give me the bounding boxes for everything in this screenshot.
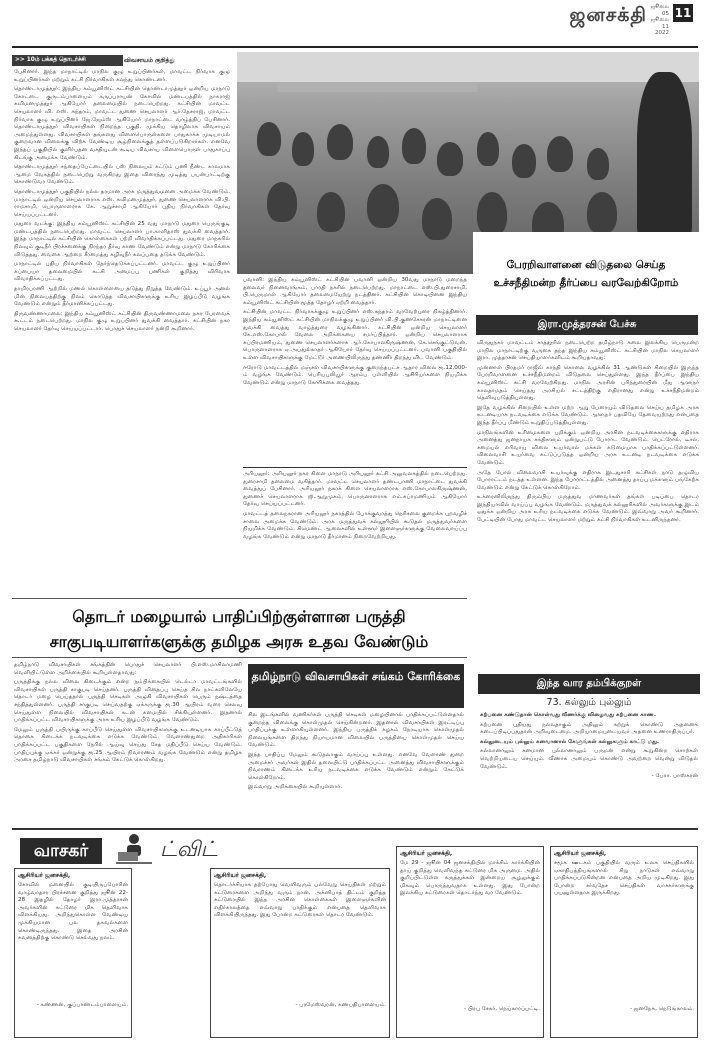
letter-salutation: ஆசிரியர் ஜனசக்தி, — [554, 850, 607, 857]
story4-paragraph: இவ்வாறு அறிக்கையில் கூறியுள்ளார். — [248, 784, 343, 791]
story1-paragraph: தாமிரபரணி ஆற்றில் மணல் கொள்ளையை தடுத்து நிறுத்த வேண்டும். உப்பூர் அனல் மின் நிலையத்திற்கு நிலம் கொடுத்த விவசாயிகளுக்கு உரிய இழப்பீடு வழங்க வேண்டும் என்றும் தீர்மானிக்கப்பட்டது. — [14, 286, 230, 308]
perarivalan-paragraph: இதே வழக்கில் சிறையில் உள்ள மற்ற ஆறு பேரையும் விடுதலை செய்ய தமிழக அரசு உடனடியாக நடவடிக்கை எடுக்க வேண்டும். ஆளுநர் பதவியே தேவையற்றது என்பதை இந்த தீர்ப்பு மீண்டும் உறுதிப்படுத்தியுள்ளது. — [477, 404, 699, 426]
story3-paragraph: மேலும் பருத்தி பயிருக்கு காப்பீடு செய்துள்ள விவசாயிகளுக்கு உடனடியாக காப்பீட்டுத் தொகை கிடைக்க நடவடிக்கை எடுக்க வேண்டும். வேளாண்துறை அதிகாரிகள் பாதிக்கப்பட்ட பகுதிகளை நேரில் ஆய்வு செய்து சேத மதிப்பீடு செய்ய வேண்டும். பாதிப்புக்கு ஏக்கர் ஒன்றுக்கு ரூ.25 ஆயிரம் நிவாரணம் வழங்க வேண்டும் என்று தமிழக அரசை தமிழ்நாடு விவசாயிகள் சங்கம் கேட்டுக் கொள்கிறது. — [14, 726, 242, 764]
speaker-banner: இரா.முத்தரசன் பேச்சு — [476, 315, 698, 335]
letter-body: சமூக ஊடகம் பகுதியில் வரும் உலக செய்திகளில் ஏகாதிபத்தியங்களால் சிறு நாடுகள் எவ்வாறு பாதிக்கப்படுகின்றன என்பதை அறிய முடிகிறது. இது போன்ற சர்வதேச செய்திகள் வாசகர்களுக்கு பயனுள்ளதாக இருக்கிறது. — [554, 860, 694, 897]
story-mid2-paragraph: மாவட்டத் தலைநகரான அரியலூர் நகரத்தில் போக்குவரத்து நெரிசலை குறைக்க புறவழிச் சாலை அமைக்க வேண்டும். அரசு மருத்துவக் கல்லூரியில் கூடுதல் மருத்துவர்களை நியமிக்க வேண்டும். சிமெண்ட் ஆலைகளில் உள்ளூர் இளைஞர்களுக்கு வேலைவாய்ப்பு வழங்க வேண்டும் என்று மாநாடு தீர்மானம் நிறைவேற்றியது. — [243, 510, 467, 540]
story1-paragraph: மாநாட்டில் புதிய நிர்வாகிகள் தேர்ந்தெடுக்கப்பட்டனர். மாவட்ட குழு உறுப்பினர் சுப்பையா தலைமையில் கட்சி அமைப்பு பணிகள் குறித்து விரிவாக விவாதிக்கப்பட்டது. — [14, 261, 230, 283]
continuation-title: விவசாயம் குறித்து — [124, 57, 175, 64]
reader-icon — [112, 832, 156, 866]
letter-box — [210, 868, 390, 1038]
kural-explanation: கல்லானாலும் கனமான புல்லானாலும் பருமன் என்று கூறுகின்ற சொற்கள் வெற்றியடைய செய்யும். வீணாக அமையும் கொண்டு அவற்றை வென்று விடுதல் வேண்டும். — [480, 748, 698, 770]
story4-paragraph: சில இடங்களில் வணிகர்கள் பருத்தி செடிகள் மழையினால் பாதிக்கப்பட்டுள்ளதால் குறைந்த விலைக்கு கொள்முதல் செய்கின்றனர். இதனால் விவசாயிகள் இரட்டிப்பு பாதிப்புக்கு உள்ளாகியுள்ளனர். இந்திய பருத்திக் கழகம் நேரடியாக கொள்முதல் நிலையங்களை திறந்து நியாயமான விலையில் பருத்தியை கொள்முதல் செய்ய வேண்டும். — [248, 712, 464, 749]
vasagar-divider — [12, 828, 698, 830]
letter-salutation: ஆசிரியர் ஜனசக்தி, — [214, 872, 267, 879]
headline-top-rule — [12, 598, 467, 599]
tweet-label: ட்விட் — [160, 837, 218, 861]
story1-paragraph: பேசினார். இந்த மாநாட்டில் மாநில குழு உறுப்பினர்கள், மாவட்ட நிர்வாக குழு உறுப்பினர்கள் மற்றும் கட்சி நிர்வாகிகள் கலந்து கொண்டனர். — [14, 69, 230, 83]
story1-column — [14, 69, 230, 589]
perarivalan-paragraph: மாநிலங்களின் உரிமைகளை பறிக்கும் ஒன்றிய அரசின் நடவடிக்கைகளுக்கு எதிராக அனைத்து ஜனநாயக சக்திகளும் ஒன்றுபட்டு போராட வேண்டும். பெட்ரோல், டீசல், சமையல் எரிவாயு விலை உயர்வால் மக்கள் கடுமையாக பாதிக்கப்பட்டுள்ளனர். விலைவாசி உயர்வை கட்டுப்படுத்த ஒன்றிய அரசு உடனடி நடவடிக்கை எடுக்க வேண்டும். — [477, 429, 699, 466]
story3-column — [14, 662, 242, 822]
story1-paragraph: திருவண்ணாமலை: இந்திய கம்யூனிஸ்ட் கட்சியின் திருவண்ணாமலை நகர பேரவைக் கூட்டம் நடைபெற்றது. மாநில குழு உறுப்பினர் துவக்கி வைத்தார். கட்சியின் நகர செயலாளர் தேர்வு செய்யப்பட்டார். பொதுச் செயலாளர் நன்றி கூறினார். — [14, 310, 230, 332]
letter-body: கோவில் மனையில் குடியிருப்போரின் வாழ்வாதார பிரச்சனை குறித்து ஜூன் 22-28 இதழில் தோழர் இரா.முத்தரசன் அவர்களின் கட்டுரை மிக தெளிவாக விளக்கியது. அறிந்துகொள்ள வேண்டிய முக்கியமான பல தகவல்களை கொண்டிருந்தது. இதை அரசின் கவனத்திற்கு கொண்டு செல்வது நலம். — [18, 882, 128, 942]
letter-box — [550, 846, 698, 1038]
letter-signature: - பரமேஸ்வரன், கணபதிபாளையம். — [295, 1002, 386, 1008]
letter-salutation: ஆசிரியர் ஜனசக்தி, — [400, 850, 453, 857]
newspaper-brand: ஜனசக்தி — [569, 4, 647, 26]
perarivalan-paragraph: முன்னாள் பிரதமர் ராஜீவ் காந்தி கொலை வழக்கில் 31 ஆண்டுகள் சிறையில் இருந்த பேரறிவாளனை உச்சநீதிமன்றம் விடுதலை செய்துள்ளது. இந்த தீர்ப்பை இந்திய கம்யூனிஸ்ட் கட்சி வரவேற்கிறது. மாநில அரசின் பரிந்துரையின் மீது ஆளுநர் காலதாமதம் செய்தது அரசியல் சட்டத்திற்கு எதிரானது என்று உச்சநீதிமன்றம் தெளிவுபடுத்தியுள்ளது. — [477, 364, 699, 402]
kural-title: 73. கல்லும் புல்லும் — [546, 697, 632, 708]
perarivalan-paragraph: அதே போல் விலைவாசி உயர்வுக்கு எதிராக இடதுசாரி கட்சிகள் நாடு தழுவிய போராட்டம் நடத்த உள்ளன. இந்த போராட்டத்தில் அனைத்து தரப்பு மக்களும் பங்கேற்க வேண்டும் என்று கேட்டுக் கொள்கிறோம். — [477, 469, 699, 491]
story-mid-paragraph: ஈரோடு மாவட்டத்தில் மஞ்சள் விவசாயிகளுக்கு குறைந்தபட்ச ஆதார விலை ரூ.12,000-ம் வழங்க வேண்டும். பெரியபுலியூர் ஆரம்ப பள்ளியில் ஆசிரியர்களை நியமிக்க வேண்டும் என்று மாநாடு கோரிக்கை வைத்தது. — [243, 364, 467, 386]
story3-paragraph: தமிழ்நாடு விவசாயிகள் சங்கத்தின் பொதுச் செயலாளர் பி.எஸ்.மாசிலாமணி வெளியிட்டுள்ள அறிக்கையில் கூறியுள்ளதாவது: — [14, 662, 242, 676]
continuation-banner: >> 10ம் பக்கத் தொடர்ச்சி — [12, 55, 123, 66]
vasagar-label: வாசகர் — [20, 838, 102, 864]
letter-body: மே 29 - ஜூன் 04 ஜனசக்தியில் மாக்சிம் கார்க்கியின் தாய் குறித்து வெளிவந்த கட்டுரை மிக அருமை. அதில் குறிப்பிட்டுள்ள கருத்துக்கள் இன்றைய சூழலுக்கும் மிகவும் பொருந்துவதாக உள்ளது. இது போன்ற இலக்கிய கட்டுரைகள் தொடர்ந்து வர வேண்டும். — [400, 860, 540, 897]
thambi-kural-header: இந்த வார தம்பிக்குறள் — [478, 674, 700, 694]
letter-salutation: ஆசிரியர் ஜனசக்தி, — [18, 872, 71, 879]
subhead-box: தமிழ்நாடு விவசாயிகள் சங்கம் கோரிக்கை — [248, 664, 464, 708]
kural-author: - பேரா. பாஸ்கரன் — [651, 773, 698, 780]
kural-explanation: கற்பனை புதியது நல்லதாகும் அதிலும் கற்றுக் கொண்டு அதனைக் கடைப்பிடிப்பதுதான் அறிவுடைமை. அறியாமையுடையவர் அதனை உணராதிருப்பர். — [480, 721, 698, 736]
perarivalan-paragraph: விருதுநகர் மாவட்டம் சாத்தூரில் நடைபெற்ற தமிழ்நாடு கலை இலக்கிய பெருமன்ற மாநில மாநாட்டிற்கு வருகை தந்த இந்திய கம்யூனிஸ்ட் கட்சியின் மாநில செயலாளர் இரா. முத்தரசன் செய்தியாளர்களிடம் கூறியதாவது: — [477, 340, 699, 362]
headline-bottom-rule — [12, 657, 467, 658]
main-headline: தொடர் மழையால் பாதிப்பிற்குள்ளான பருத்தி சாகுபடியாளர்களுக்கு தமிழக அரசு உதவ வேண்டும் — [49, 607, 429, 651]
story1-paragraph: தொண்டாமுத்தூர் சந்தைப்பேட்டையில் பஸ் நிலையம் கட்டும் பணி நீண்ட காலமாக ஆமை வேகத்தில் நடைபெற்று வருகிறது இதை விரைந்து முடித்து பயன்பாட்டிற்கு கொண்டுவர வேண்டும். — [14, 164, 230, 186]
kural-verse: கற்பனை கண்டுதான் கொள்வது வீணர்க்கு விழைவது கற்பனை காண. — [480, 712, 657, 718]
story-mid-paragraph: பவானி: இந்திய கம்யூனிஸ்ட் கட்சியின் பவானி ஒன்றிய 30வது மாநாடு மறைந்த தலைவர் நினைவரங்கம், பாரதி நகரில் நடைபெற்றது. மாநாட்டை எஸ்.பி.துரைசாமி, பி.பெருமாள் ஆகியோர் தலைமையேற்று நடத்தினர். கட்சியின் கொடியினை இந்திய கம்யூனிஸ்ட் கட்சியின் மூத்த தோழர் ஏற்றி வைத்தார். — [243, 277, 467, 306]
letter-box — [14, 868, 132, 1038]
story-mid-paragraph: கட்சியின் மாவட்ட நிர்வாகக்குழு உறுப்பினர் எஸ்.சுந்தரம் வரவேற்புரை நிகழ்த்தினார். இந்திய கம்யூனிஸ்ட் கட்சியின் மாநிலக்குழு உறுப்பினர் வி.பி.குணசேகரன் மாநாட்டினை துவக்கி வைத்து வாழ்த்துரை வழங்கினார். கட்சியின் ஒன்றிய செயலாளர் கே.எஸ்.கோபால் வேலை அறிக்கையை சமர்ப்பித்தார். ஒன்றிய செயலாளராக சுப்பிரமணியம், துணை செயலாளர்களாக ஆர்.கோபாலகிருஷ்ணன், கே.செங்குட்டுவன், பொருளாளராக ஏ.அப்துல்காதர் ஆகியோர் தேர்வு செய்யப்பட்டனர். பவானி பகுதியில் உள்ள விவசாயிகளுக்கு மேட்டூர் அணையிலிருந்து தண்ணீர் திறந்து விட வேண்டும். — [243, 309, 467, 361]
issue-date: ஜூலை 05 ஜூலை 11 2022 — [650, 4, 669, 36]
mid-divider — [243, 467, 467, 468]
reader-illustration — [112, 832, 156, 866]
story1-paragraph: மதுரை வடக்கு: இந்திய கம்யூனிஸ்ட் கட்சியின் 25 வது மாநாடு மதுரை பெருங்குடி மண்டபத்தில் நடைபெற்றது. மாவட்ட செயலாளர் பா.காளிதாஸ் துவக்கி வைத்தார். இந்த மாநாட்டில் கட்சியின் கொள்கைகள் பற்றி விவாதிக்கப்பட்டது. மதுரை மாநகரில் நிலவும் குடிநீர் பிரச்சனைக்கு நிரந்தர தீர்வு காண வேண்டும் என்று மாநாடு கோரிக்கை விடுத்தது. வைகை ஆற்றை சீரமைத்து கழிவுநீர் கலப்பதை தடுக்க வேண்டும். — [14, 221, 230, 258]
story-mid2-paragraph: அரியலூர்: அரியலூர் நகர கிளை மாநாடு அரியலூர் கட்சி அலுவலகத்தில் நடைபெற்றது. துரைசாமி தலைமை வகித்தார். மாவட்ட செயலாளர் தண்டபாணி மாநாட்டை துவக்கி வைத்துப் பேசினார். அரியலூர் நகரக் கிளை செயலாளராக எஸ்.கோபாலகிருஷ்ணன், துணைச் செயலாளராக ஜி.ஆறுமுகம், பொருளாளராக எம்.சுப்ரமணியம் ஆகியோர் தேர்வு செய்யப்பட்டனர். — [243, 471, 467, 508]
story-mid-column — [243, 277, 467, 465]
story4-paragraph: இந்த பாதிப்பு மேலும் கூடுதலாகும் வாய்ப்பு உள்ளது. எனவே வேளாண் துறை அமைச்சர் அவர்கள் இதில் தலையிட்டு பாதிக்கப்பட்ட அனைத்து விவசாயிகளுக்கும் நிவாரணம் கிடைக்க உரிய நடவடிக்கை எடுக்க வேண்டும் என்றும் கேட்டுக் கொள்கிறோம். — [248, 751, 464, 781]
story1-paragraph: தொண்டாமுத்தூர் பகுதியில் நல்ல தரமான அரசு மருத்துவமனை அமைக்க வேண்டும். மாநாட்டில் ஒன்றிய செயலாளராக எஸ். கவிமனமுத்தூர், துணை செயலாளராக வி.பி. ராமசாமி, பொருளாளராக கே. ஆறுச்சாமி ஆகியோர் புதிய நிர்வாகிகள் தேர்வு செய்யப்பட்டனர். — [14, 188, 230, 218]
story3-paragraph: பருத்திக்கு நல்ல விலை கிடைக்கும் என்ற நம்பிக்கையில் டெல்டா மாவட்டங்களில் விவசாயிகள் பருத்தி சாகுபடி செய்தனர். பருத்தி விதைப்பு செய்த சில நாட்களிலேயே தொடர் மழை பெய்ததால் பருத்தி செடிகள் அழுகி விவசாயிகள் பெரும் நஷ்டத்தை சந்தித்துள்ளனர். பருத்தி சாகுபடி செய்வதற்கு ஏக்கருக்கு ரூ.30 ஆயிரம் வரை செலவு செய்துள்ள நிலையில் விவசாயிகள் கடன் சுமையில் சிக்கியுள்ளனர். இதனால் பாதிக்கப்பட்ட விவசாயிகளுக்கு அரசு உரிய இழப்பீடு வழங்க வேண்டும். — [14, 679, 242, 724]
letter-box — [396, 846, 544, 1038]
story4-column — [248, 712, 464, 824]
letter-body: தொடர்ச்சியாக தற்போது வெளிவரும் பல்வேறு செய்திகள் மற்றும் கட்டுரைகளை அறிந்து வரும் நான், அக்னிபாத் திட்டம் குறித்த கட்டுரையில் இந்த அரசின் கொள்கைகள் இளைஞர்களின் எதிர்காலத்தை எவ்வாறு பாதிக்கும் என்பதை தெளிவாக விளக்கியிருந்தது. இது போன்ற கட்டுரைகள் தொடர வேண்டும். — [214, 882, 386, 919]
page-number: 11 — [674, 6, 692, 20]
perarivalan-headline: பேரறிவாளனை விடுதலை செய்த உச்சநீதிமன்ற தீர்ப்பை வரவேற்கிறோம் — [493, 259, 679, 289]
letter-signature: - ஜனநேசு, நெடுங்காலம். — [630, 1006, 694, 1012]
perarivalan-body — [477, 340, 699, 592]
header-divider — [12, 46, 698, 48]
kural-body — [480, 712, 698, 824]
letter-signature: - பிரபு சேகர், நெய்காரப்பட்டி. — [464, 1006, 540, 1012]
kural-verse: கல்லுடையும் புல்லும் கனவானால் கேளுங்கள் கல்லுகளும் காட்டு மது. — [480, 738, 660, 745]
story1-paragraph: தொண்டாமுத்தூர்: இந்திய கம்யூனிஸ்ட் கட்சியின் தொண்டாமுத்தூர் ஒன்றிய மாநாடு கோட்டை குருடம்பாளையம் கருப்பராயன் கோவில் மண்டபத்தில் நாகராஜ் கவிமனமுத்தூர் ஆகியோர் தலைமையில் நடைபெற்றது. கட்சியின் மாவட்ட செயலாளர் வி. எஸ். சுந்தரம், மாவட்ட துணை செயலாளர் ஆர்.தேசராஜ், மாவட்ட நிர்வாக குழு உறுப்பினர் ஜே.ஜேம்ஸ் ஆகியோர் மாநாட்டை வாழ்த்திப் பேசினார். தொண்டாமுத்தூர் விவசாயிகள் நிறைந்த பகுதி. முக்கிய தொழிலாக விவசாயம் அமைந்துள்ளது. விவசாயிகள் தங்களது விளைபொருள்களை பாதுகாக்க முடியாமல் குறைவான விலைக்கு விற்க வேண்டிய சூழ்நிலைக்குத் தள்ளப்படுகிறார்கள். எனவே இந்தப் பகுதியில் குளிர்பதன வசதியுடன் கூடிய விவசாய விளைபொருள் பாதுகாப்பு கிடங்கு அமைக்க வேண்டும். — [14, 86, 230, 161]
story-mid2-column — [243, 471, 467, 591]
letter-signature: - கண்ணன், குப்பாண்டம்பாளையம். — [36, 1002, 128, 1008]
perarivalan-paragraph: உக்ரைனிலிருந்து திரும்பிய மருத்துவ மாணவர்கள் தங்கள் படிப்பை தொடர இந்தியாவில் வாய்ப்பு வழங்க வேண்டும். மருத்துவக் கல்லூரிகளில் அவர்களுக்கு இடம் ஒதுக்க ஒன்றிய அரசு உரிய நடவடிக்கை எடுக்க வேண்டும். இவ்வாறு அவர் கூறினார். பேட்டியின் போது மாவட்ட செயலாளர் மற்றும் கட்சி நிர்வாகிகள் உடனிருந்தனர். — [477, 494, 699, 524]
